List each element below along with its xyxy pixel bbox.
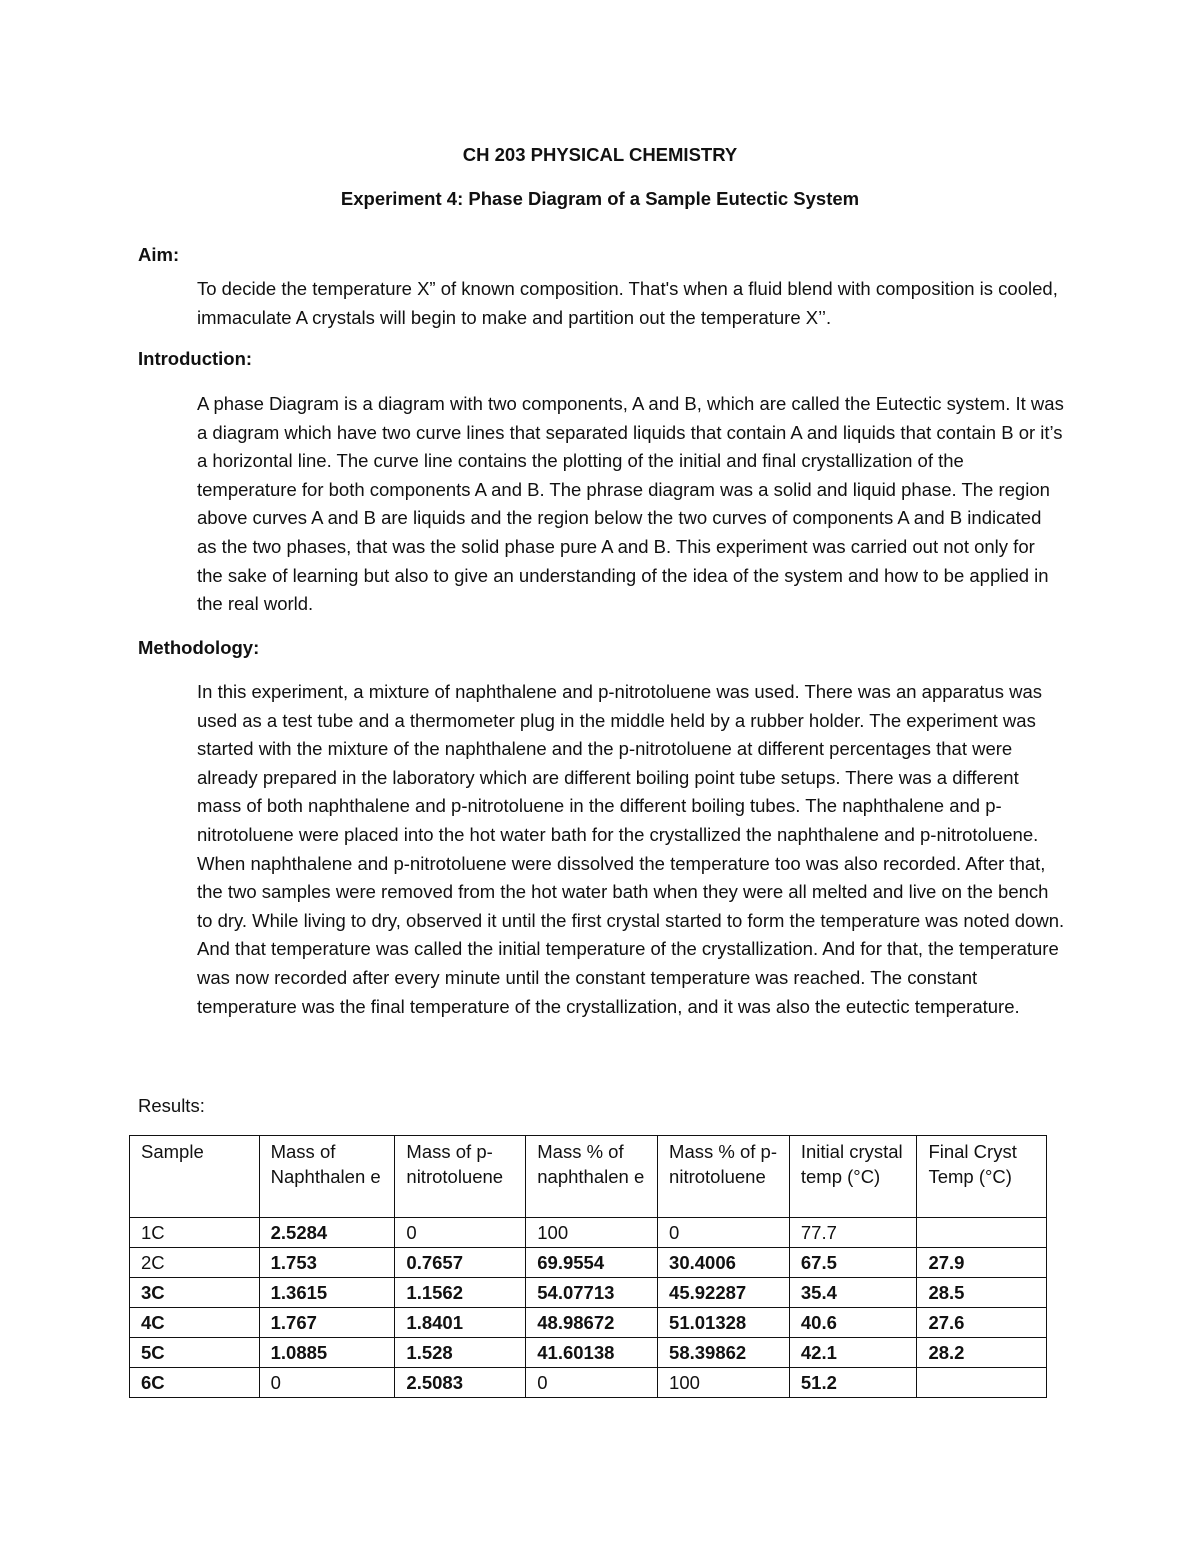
table-cell: 58.39862	[658, 1338, 790, 1368]
table-row	[130, 1248, 1047, 1278]
table-cell: 100	[526, 1218, 658, 1248]
table-cell: 35.4	[789, 1278, 917, 1308]
introduction-paragraph: A phase Diagram is a diagram with two components, A and B, which are called the Eutectic system. It was a diagram which have two curve lines that separated liquids that contain A and liquids that contain B or it’s a horizontal line. The curve line contains the plotting of the initial and final crystallization of the temperature for both components A and B. The phrase diagram was a solid and liquid phase. The region above curves A and B are liquids and the region below the two curves of components A and B indicated as the two phases, that was the solid phase pure A and B. This experiment was carried out not only for the sake of learning but also to give an understanding of the idea of the system and how to be applied in the real world.	[197, 393, 1064, 615]
table-row	[130, 1338, 1047, 1368]
table-cell: 2.5284	[259, 1218, 395, 1248]
table-cell: 0.7657	[395, 1248, 526, 1278]
table-cell: 1.767	[259, 1308, 395, 1338]
table-cell: 1.753	[259, 1248, 395, 1278]
table-cell: 100	[658, 1368, 790, 1398]
column-header-final-cryst-temp: Final Cryst Temp (°C)	[917, 1136, 1047, 1218]
column-header-mass-naphthalene: Mass of Naphthalen e	[259, 1136, 395, 1218]
table-cell: 2C	[130, 1248, 260, 1278]
table-cell: 1.528	[395, 1338, 526, 1368]
column-header-sample: Sample	[130, 1136, 260, 1218]
column-header-mass-percent-p-nitrotoluene: Mass % of p-nitrotoluene	[658, 1136, 790, 1218]
table-cell: 3C	[130, 1278, 260, 1308]
table-cell: 77.7	[789, 1218, 917, 1248]
table-cell: 42.1	[789, 1338, 917, 1368]
aim-paragraph: To decide the temperature X” of known composition. That's when a fluid blend with composition is cooled, immaculate A crystals will begin to make and partition out the temperature X’’.	[197, 278, 1058, 328]
column-header-mass-p-nitrotoluene: Mass of p-nitrotoluene	[395, 1136, 526, 1218]
table-cell: 28.2	[917, 1338, 1047, 1368]
table-row	[130, 1218, 1047, 1248]
table-cell: 1C	[130, 1218, 260, 1248]
table-row	[130, 1278, 1047, 1308]
table-cell: 0	[658, 1218, 790, 1248]
table-cell: 0	[395, 1218, 526, 1248]
table-cell: 54.07713	[526, 1278, 658, 1308]
table-cell	[917, 1368, 1047, 1398]
column-header-mass-percent-naphthalene: Mass % of naphthalen e	[526, 1136, 658, 1218]
table-cell: 48.98672	[526, 1308, 658, 1338]
experiment-title: Experiment 4: Phase Diagram of a Sample Eutectic System	[340, 188, 860, 209]
table-cell: 1.8401	[395, 1308, 526, 1338]
column-header-initial-crystal-temp: Initial crystal temp (°C)	[789, 1136, 917, 1218]
table-cell: 4C	[130, 1308, 260, 1338]
table-cell: 5C	[130, 1338, 260, 1368]
table-cell: 45.92287	[658, 1278, 790, 1308]
table-cell: 41.60138	[526, 1338, 658, 1368]
table-header-row	[130, 1136, 1047, 1218]
table-cell: 51.01328	[658, 1308, 790, 1338]
table-cell: 2.5083	[395, 1368, 526, 1398]
results-table	[129, 1135, 1047, 1398]
table-cell: 51.2	[789, 1368, 917, 1398]
results-heading: Results:	[138, 1095, 205, 1116]
table-cell: 1.1562	[395, 1278, 526, 1308]
table-cell	[917, 1218, 1047, 1248]
table-cell: 30.4006	[658, 1248, 790, 1278]
methodology-paragraph: In this experiment, a mixture of naphthalene and p-nitrotoluene was used. There was an apparatus was used as a test tube and a thermometer plug in the middle held by a rubber holder. The experiment was started with the mixture of the naphthalene and the p-nitrotoluene at different percentages that were already prepared in the laboratory which are different boiling point tube setups. There was a different mass of both naphthalene and p-nitrotoluene in the different boiling tubes. The naphthalene and p-nitrotoluene were placed into the hot water bath for the crystallized the naphthalene and p-nitrotoluene. When naphthalene and p-nitrotoluene were dissolved the temperature too was also recorded. After that, the two samples were removed from the hot water bath when they were all melted and live on the bench to dry. While living to dry, observed it until the first crystal started to form the temperature was noted down. And that temperature was called the initial temperature of the crystallization. And for that, the temperature was now recorded after every minute until the constant temperature was reached. The constant temperature was the final temperature of the crystallization, and it was also the eutectic temperature.	[197, 681, 1065, 1017]
course-title: CH 203 PHYSICAL CHEMISTRY	[462, 144, 738, 165]
table-cell: 69.9554	[526, 1248, 658, 1278]
methodology-heading: Methodology:	[138, 637, 260, 658]
introduction-heading: Introduction:	[138, 348, 253, 369]
table-cell: 0	[526, 1368, 658, 1398]
table-cell: 6C	[130, 1368, 260, 1398]
table-cell: 27.9	[917, 1248, 1047, 1278]
table-cell: 1.0885	[259, 1338, 395, 1368]
table-row	[130, 1368, 1047, 1398]
table-cell: 28.5	[917, 1278, 1047, 1308]
table-cell: 0	[259, 1368, 395, 1398]
table-cell: 1.3615	[259, 1278, 395, 1308]
aim-heading: Aim:	[138, 244, 180, 265]
table-row	[130, 1308, 1047, 1338]
table-cell: 67.5	[789, 1248, 917, 1278]
table-cell: 40.6	[789, 1308, 917, 1338]
table-cell: 27.6	[917, 1308, 1047, 1338]
